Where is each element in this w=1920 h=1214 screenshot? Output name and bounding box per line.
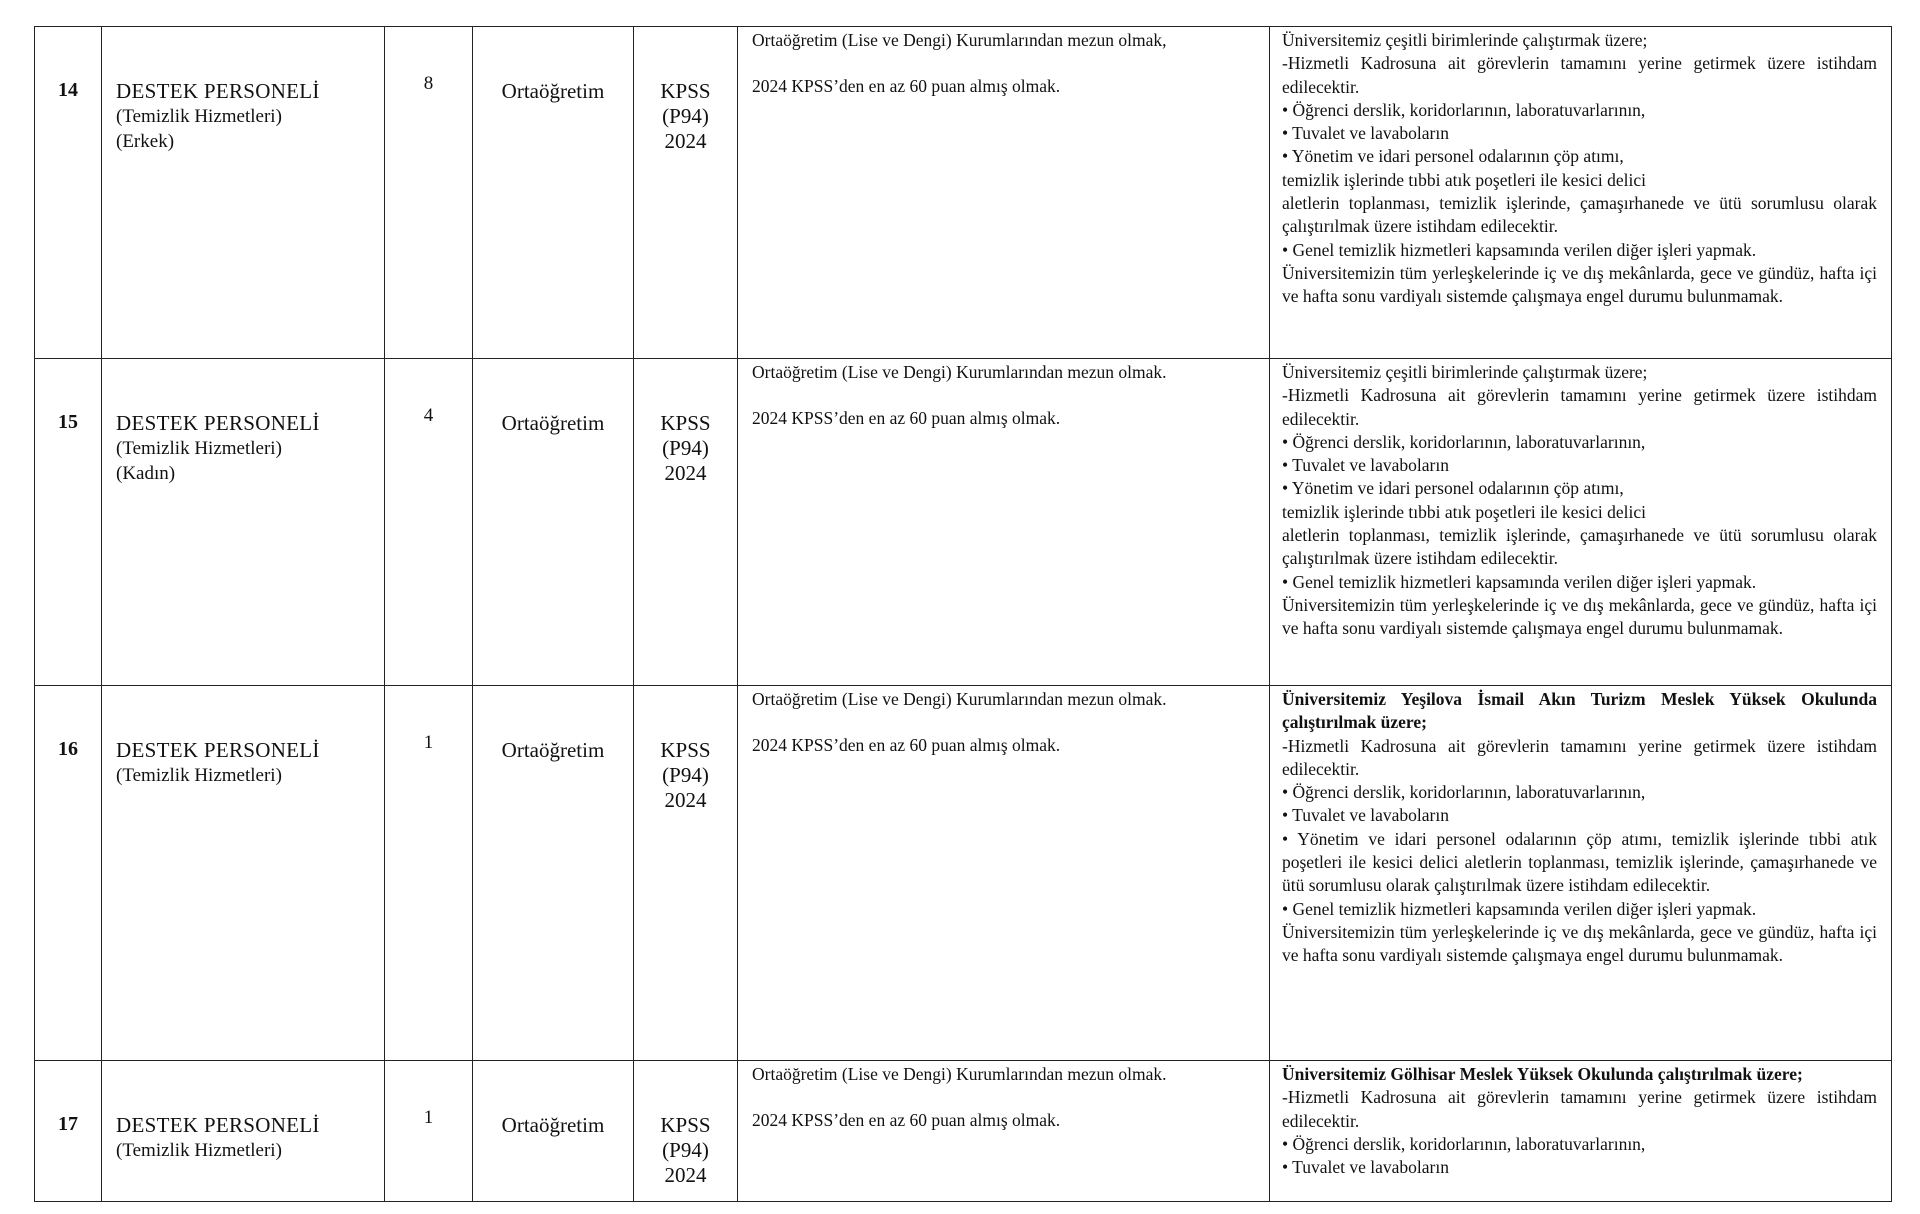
description-line: • Öğrenci derslik, koridorlarının, laboratuvarlarının, (1282, 431, 1646, 452)
description-line: -Hizmetli Kadrosuna ait görevlerin tamamını yerine getirmek üzere istihdam edilecektir. (1282, 385, 1877, 429)
education-level: Ortaöğretim (473, 686, 634, 1061)
qualification-line: Ortaöğretim (Lise ve Dengi) Kurumlarından mezun olmak, (752, 30, 1167, 50)
exam-cell (634, 27, 738, 359)
description-line: • Öğrenci derslik, koridorlarının, laboratuvarlarının, (1282, 1133, 1646, 1154)
description-line: -Hizmetli Kadrosuna ait görevlerin tamamını yerine getirmek üzere istihdam edilecektir. (1282, 1087, 1877, 1131)
qualification-line: 2024 KPSS’den en az 60 puan almış olmak. (752, 76, 1061, 96)
description-line: • Genel temizlik hizmetleri kapsamında verilen diğer işleri yapmak. (1282, 898, 1757, 919)
position-subtitle: (Temizlik Hizmetleri) (116, 438, 282, 459)
position-count: 4 (385, 359, 473, 686)
position-count: 1 (385, 686, 473, 1061)
description-line: • Yönetim ve idari personel odalarının çöp atımı, (1282, 478, 1624, 499)
position-title: DESTEK PERSONELİ (116, 1113, 320, 1137)
qualification-line: 2024 KPSS’den en az 60 puan almış olmak. (752, 408, 1061, 428)
description-line: • Yönetim ve idari personel odalarının çöp atımı, (1282, 146, 1624, 167)
exam-cell (634, 1061, 738, 1202)
paragraph-gap (752, 52, 1255, 75)
description-cell (1270, 1061, 1892, 1202)
description-line: • Tuvalet ve lavaboların (1282, 1157, 1450, 1178)
position-title-cell (102, 359, 385, 686)
position-title: DESTEK PERSONELİ (116, 79, 320, 103)
description-line: • Genel temizlik hizmetleri kapsamında verilen diğer işleri yapmak. (1282, 239, 1757, 260)
exam-cell (634, 686, 738, 1061)
exam-line: (P94) (662, 436, 709, 460)
position-count: 8 (385, 27, 473, 359)
exam-line: 2024 (664, 129, 707, 153)
staff-listing-table (34, 26, 1892, 1202)
table-body (35, 27, 1892, 1202)
qualification-line: 2024 KPSS’den en az 60 puan almış olmak. (752, 1110, 1061, 1130)
position-count: 1 (385, 1061, 473, 1202)
description-line: • Genel temizlik hizmetleri kapsamında verilen diğer işleri yapmak. (1282, 571, 1757, 592)
qualification-line: 2024 KPSS’den en az 60 puan almış olmak. (752, 735, 1061, 755)
description-line: temizlik işlerinde tıbbi atık poşetleri ile kesici delici (1282, 501, 1646, 522)
row-number: 15 (35, 359, 102, 686)
description-heading: Üniversitemiz Gölhisar Meslek Yüksek Okulunda çalıştırılmak üzere; (1282, 1064, 1803, 1084)
description-line: Üniversitemiz çeşitli birimlerinde çalıştırmak üzere; (1282, 362, 1648, 382)
description-line: -Hizmetli Kadrosuna ait görevlerin tamamını yerine getirmek üzere istihdam edilecektir. (1282, 735, 1877, 779)
position-title: DESTEK PERSONELİ (116, 411, 320, 435)
description-line: -Hizmetli Kadrosuna ait görevlerin tamamını yerine getirmek üzere istihdam edilecektir. (1282, 53, 1877, 97)
table-row (35, 1061, 1892, 1202)
description-cell (1270, 359, 1892, 686)
description-heading: Üniversitemiz Yeşilova İsmail Akın Turizm Meslek Yüksek Okulunda çalıştırılmak üzere; (1282, 689, 1877, 733)
exam-line: (P94) (662, 763, 709, 787)
qualification-line: Ortaöğretim (Lise ve Dengi) Kurumlarından mezun olmak. (752, 1064, 1167, 1084)
description-line: aletlerin toplanması, temizlik işlerinde, çamaşırhanede ve ütü sorumlusu olarak çalıştırılmak üzere istihdam edilecektir. (1282, 193, 1877, 237)
education-level: Ortaöğretim (473, 359, 634, 686)
table-row (35, 359, 1892, 686)
description-line: • Tuvalet ve lavaboların (1282, 455, 1450, 476)
position-title: DESTEK PERSONELİ (116, 738, 320, 762)
exam-line: KPSS (660, 738, 711, 762)
description-line: Üniversitemizin tüm yerleşkelerinde iç ve dış mekânlarda, gece ve gündüz, hafta içi ve hafta sonu vardiyalı sistemde çalışmaya engel durumu bulunmamak. (1282, 262, 1877, 307)
position-subtitle: (Erkek) (116, 131, 175, 152)
qualification-cell (738, 27, 1270, 359)
position-title-cell (102, 686, 385, 1061)
row-number: 17 (35, 1061, 102, 1202)
position-title-cell (102, 1061, 385, 1202)
description-cell (1270, 686, 1892, 1061)
education-level: Ortaöğretim (473, 1061, 634, 1202)
description-line: aletlerin toplanması, temizlik işlerinde, çamaşırhanede ve ütü sorumlusu olarak çalıştırılmak üzere istihdam edilecektir. (1282, 525, 1877, 569)
position-title-cell (102, 27, 385, 359)
table-row (35, 686, 1892, 1061)
exam-line: (P94) (662, 104, 709, 128)
exam-line: KPSS (660, 79, 711, 103)
description-line: • Tuvalet ve lavaboların (1282, 805, 1450, 826)
row-number: 14 (35, 27, 102, 359)
description-line: • Tuvalet ve lavaboların (1282, 123, 1450, 144)
table-row (35, 27, 1892, 359)
exam-line: (P94) (662, 1138, 709, 1162)
qualification-line: Ortaöğretim (Lise ve Dengi) Kurumlarından mezun olmak. (752, 362, 1167, 382)
qualification-cell (738, 686, 1270, 1061)
description-line: • Öğrenci derslik, koridorlarının, laboratuvarlarının, (1282, 99, 1646, 120)
description-line: temizlik işlerinde tıbbi atık poşetleri ile kesici delici (1282, 169, 1646, 190)
education-level: Ortaöğretim (473, 27, 634, 359)
qualification-line: Ortaöğretim (Lise ve Dengi) Kurumlarından mezun olmak. (752, 689, 1167, 709)
exam-line: KPSS (660, 411, 711, 435)
description-line: Üniversitemizin tüm yerleşkelerinde iç ve dış mekânlarda, gece ve gündüz, hafta içi ve hafta sonu vardiyalı sistemde çalışmaya engel durumu bulunmamak. (1282, 921, 1877, 966)
exam-line: 2024 (664, 788, 707, 812)
description-line: Üniversitemizin tüm yerleşkelerinde iç ve dış mekânlarda, gece ve gündüz, hafta içi ve hafta sonu vardiyalı sistemde çalışmaya engel durumu bulunmamak. (1282, 594, 1877, 639)
exam-cell (634, 359, 738, 686)
paragraph-gap (752, 711, 1255, 734)
position-subtitle: (Temizlik Hizmetleri) (116, 106, 282, 127)
description-line: Üniversitemiz çeşitli birimlerinde çalıştırmak üzere; (1282, 30, 1648, 50)
description-cell (1270, 27, 1892, 359)
description-line: • Öğrenci derslik, koridorlarının, laboratuvarlarının, (1282, 782, 1646, 803)
paragraph-gap (752, 384, 1255, 407)
qualification-cell (738, 359, 1270, 686)
description-line: • Yönetim ve idari personel odalarının çöp atımı, temizlik işlerinde tıbbi atık poşetleri ile kesici delici aletlerin toplanması, temizlik işlerinde, çamaşırhanede ve ütü sorumlusu olarak çalıştırılmak üzere istihdam edilecektir. (1282, 828, 1877, 896)
exam-line: 2024 (664, 461, 707, 485)
exam-line: 2024 (664, 1163, 707, 1187)
qualification-cell (738, 1061, 1270, 1202)
row-number: 16 (35, 686, 102, 1061)
position-subtitle: (Temizlik Hizmetleri) (116, 1140, 282, 1161)
position-subtitle: (Kadın) (116, 463, 176, 484)
position-subtitle: (Temizlik Hizmetleri) (116, 765, 282, 786)
exam-line: KPSS (660, 1113, 711, 1137)
paragraph-gap (752, 1086, 1255, 1109)
